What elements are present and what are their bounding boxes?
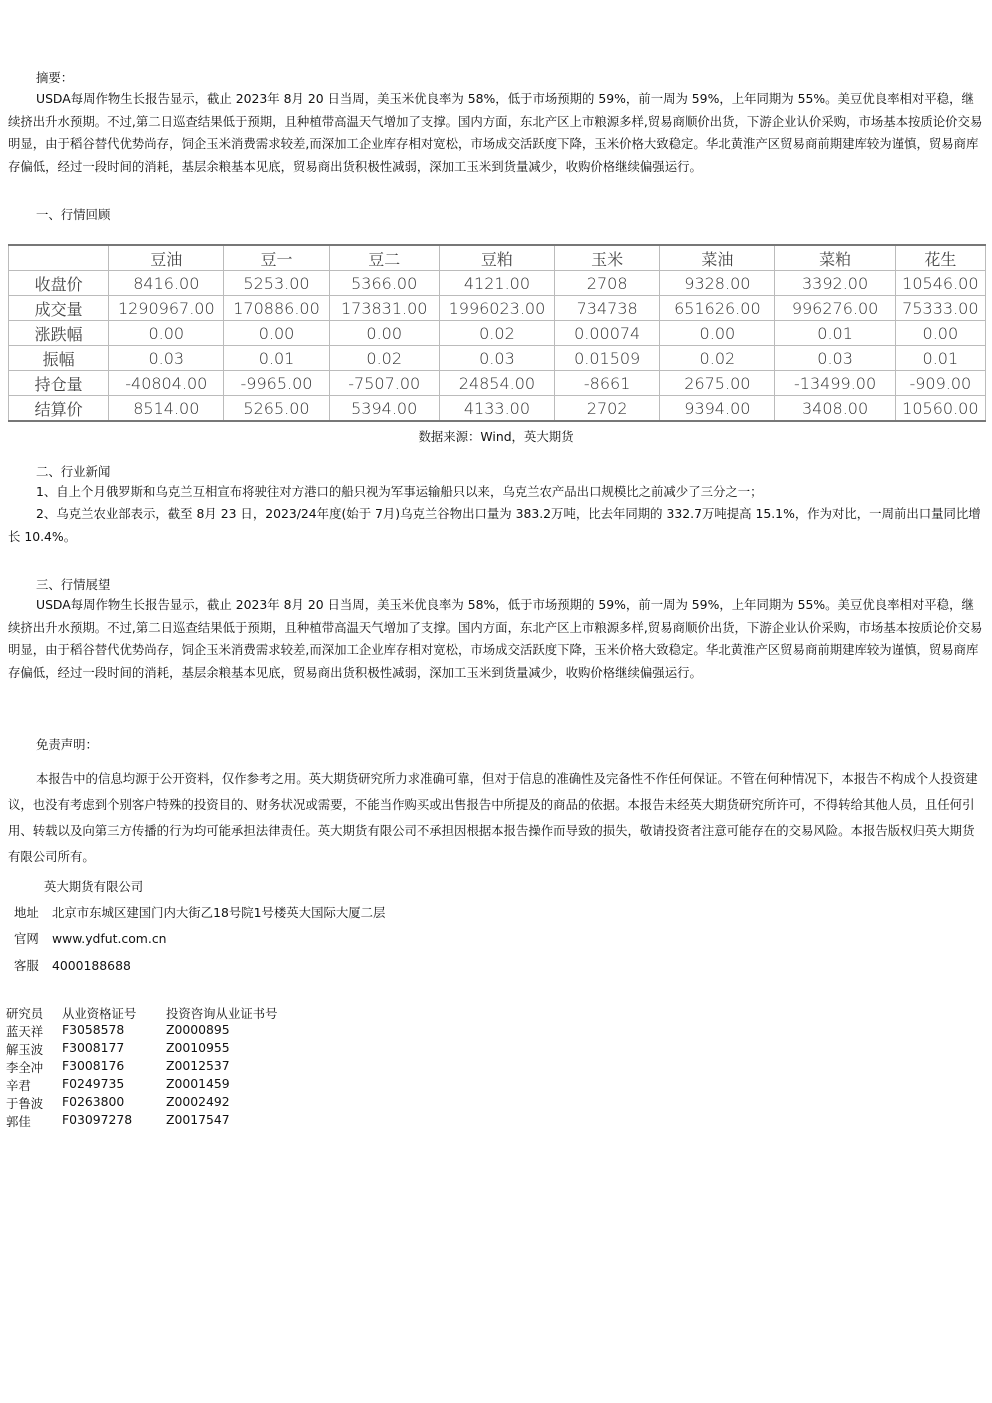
table-column-header: 豆粕 <box>439 245 554 271</box>
researcher-name: 李全冲 <box>6 1060 44 1075</box>
table-cell: 734738 <box>555 296 660 321</box>
table-cell: 0.00 <box>895 321 985 346</box>
table-column-header: 花生 <box>895 245 985 271</box>
table-row <box>9 321 986 346</box>
section-industry-news-heading: 二、行业新闻 <box>36 464 111 479</box>
table-cell: 0.02 <box>439 321 554 346</box>
table-cell: 5265.00 <box>224 396 329 422</box>
researcher-table <box>6 1004 278 1130</box>
table-cell: 0.01 <box>895 346 985 371</box>
news-item: 2、乌克兰农业部表示，截至 8月 23 日，2023/24年度(始于 7月)乌克兰谷物出口量为 383.2万吨，比去年同期的 332.7万吨提高 15.1%，作为对比，一周前出口量同比增长 10.4%。 <box>8 506 981 544</box>
table-cell: -9965.00 <box>224 371 329 396</box>
consulting-certificate-number: Z0000895 <box>166 1022 230 1037</box>
table-cell: 2708 <box>555 271 660 296</box>
table-cell: 0.01 <box>224 346 329 371</box>
table-cell: 170886.00 <box>224 296 329 321</box>
table-cell: 0.00074 <box>555 321 660 346</box>
company-name: 英大期货有限公司 <box>44 879 144 894</box>
table-cell: -8661 <box>555 371 660 396</box>
staff-row <box>6 1076 278 1094</box>
consulting-certificate-number: Z0002492 <box>166 1094 230 1109</box>
website-line <box>14 929 166 947</box>
researcher-name: 辛君 <box>6 1078 31 1093</box>
table-cell: 0.01509 <box>555 346 660 371</box>
summary-paragraph: USDA每周作物生长报告显示，截止 2023年 8月 20 日当周，美玉米优良率为 58%，低于市场预期的 59%，前一周为 59%，上年同期为 55%。美豆优良率相对平稳，继续挤出升水预期。不过,第二日巡查结果低于预期，且种植带高温天气增加了支撑。国内方面，东北产区上市粮源多样,贸易商顺价出货，下游企业认价采购，市场基本按质论价交易明显，由于稻谷替代优势尚存，饲企玉米消费需求较差,而深加工企业库存相对宽松，市场成交活跃度下降，玉米价格大致稳定。华北黄淮产区贸易商前期建库较为谨慎，贸易商库存偏低，经过一段时间的消耗，基层余粮基本见底，贸易商出货积极性减弱，深加工玉米到货量减少，收购价格继续偏强运行。 <box>8 91 983 174</box>
qualification-number: F0263800 <box>62 1094 125 1109</box>
table-cell: 0.03 <box>109 346 224 371</box>
data-source-caption: 数据来源：Wind，英大期货 <box>418 429 574 444</box>
table-cell: 0.00 <box>660 321 775 346</box>
news-item: 1、自上个月俄罗斯和乌克兰互相宣布将驶往对方港口的船只视为军事运输船只以来，乌克兰农产品出口规模比之前减少了三分之一； <box>36 484 763 499</box>
table-cell: 4133.00 <box>439 396 554 422</box>
outlook-paragraph: USDA每周作物生长报告显示，截止 2023年 8月 20 日当周，美玉米优良率为 58%，低于市场预期的 59%，前一周为 59%，上年同期为 55%。美豆优良率相对平稳，继续挤出升水预期。不过,第二日巡查结果低于预期，且种植带高温天气增加了支撑。国内方面，东北产区上市粮源多样,贸易商顺价出货，下游企业认价采购，市场基本按质论价交易明显，由于稻谷替代优势尚存，饲企玉米消费需求较差,而深加工企业库存相对宽松，市场成交活跃度下降，玉米价格大致稳定。华北黄淮产区贸易商前期建库较为谨慎，贸易商库存偏低，经过一段时间的消耗，基层余粮基本见底，贸易商出货积极性减弱，深加工玉米到货量减少，收购价格继续偏强运行。 <box>8 597 983 680</box>
table-cell: 2675.00 <box>660 371 775 396</box>
staff-row <box>6 1112 278 1130</box>
service-line <box>14 956 131 974</box>
table-cell: 0.00 <box>109 321 224 346</box>
table-cell: 3392.00 <box>775 271 895 296</box>
table-cell: 1290967.00 <box>109 296 224 321</box>
table-cell: 173831.00 <box>329 296 439 321</box>
table-row <box>9 396 986 422</box>
table-cell: 8514.00 <box>109 396 224 422</box>
table-column-header: 玉米 <box>555 245 660 271</box>
table-cell: 75333.00 <box>895 296 985 321</box>
address-label: 地址 <box>14 905 39 920</box>
table-header-row <box>9 245 986 271</box>
table-row-label: 成交量 <box>9 296 109 321</box>
qualification-number: F3058578 <box>62 1022 125 1037</box>
table-row <box>9 271 986 296</box>
table-cell: 10560.00 <box>895 396 985 422</box>
market-data-table-container <box>8 244 986 422</box>
table-cell: 9328.00 <box>660 271 775 296</box>
table-row-label: 结算价 <box>9 396 109 422</box>
table-cell: 3408.00 <box>775 396 895 422</box>
table-row-label: 持仓量 <box>9 371 109 396</box>
table-cell: -7507.00 <box>329 371 439 396</box>
address-value: 北京市东城区建国门内大街乙18号院1号楼英大国际大厦二层 <box>52 905 386 920</box>
table-row <box>9 371 986 396</box>
table-column-header: 豆一 <box>224 245 329 271</box>
staff-header-row <box>6 1004 278 1022</box>
table-cell: 0.03 <box>439 346 554 371</box>
staff-column-header: 投资咨询从业证书号 <box>166 1006 278 1021</box>
table-cell: -909.00 <box>895 371 985 396</box>
table-row-label: 涨跌幅 <box>9 321 109 346</box>
table-row-label: 振幅 <box>9 346 109 371</box>
staff-row <box>6 1094 278 1112</box>
address-line <box>14 903 385 921</box>
researcher-name: 郭佳 <box>6 1114 31 1129</box>
table-cell: 24854.00 <box>439 371 554 396</box>
researcher-name: 蓝天祥 <box>6 1024 44 1039</box>
table-cell: -40804.00 <box>109 371 224 396</box>
summary-label: 摘要： <box>36 70 74 85</box>
table-cell: 651626.00 <box>660 296 775 321</box>
table-cell: 0.01 <box>775 321 895 346</box>
disclaimer-heading: 免责声明： <box>36 737 98 752</box>
website-label: 官网 <box>14 931 39 946</box>
table-cell: 0.03 <box>775 346 895 371</box>
table-cell: 1996023.00 <box>439 296 554 321</box>
disclaimer-paragraph: 本报告中的信息均源于公开资料，仅作参考之用。英大期货研究所力求准确可靠，但对于信息的准确性及完备性不作任何保证。不管在何种情况下，本报告不构成个人投资建议，也没有考虑到个别客户特殊的投资目的、财务状况或需要，不能当作购买或出售报告中所提及的商品的依据。本报告未经英大期货研究所许可，不得转给其他人员，且任何引用、转载以及向第三方传播的行为均可能承担法律责任。英大期货有限公司不承担因根据本报告操作而导致的损失，敬请投资者注意可能存在的交易风险。本报告版权归英大期货有限公司所有。 <box>8 771 978 864</box>
staff-row <box>6 1022 278 1040</box>
qualification-number: F3008177 <box>62 1040 125 1055</box>
table-column-header: 菜粕 <box>775 245 895 271</box>
table-cell: 5253.00 <box>224 271 329 296</box>
table-cell: 9394.00 <box>660 396 775 422</box>
consulting-certificate-number: Z0012537 <box>166 1058 230 1073</box>
table-cell: 8416.00 <box>109 271 224 296</box>
qualification-number: F3008176 <box>62 1058 125 1073</box>
table-cell: 10546.00 <box>895 271 985 296</box>
table-column-header: 菜油 <box>660 245 775 271</box>
service-label: 客服 <box>14 958 39 973</box>
qualification-number: F0249735 <box>62 1076 125 1091</box>
researcher-name: 于鲁波 <box>6 1096 44 1111</box>
consulting-certificate-number: Z0001459 <box>166 1076 230 1091</box>
staff-row <box>6 1040 278 1058</box>
table-cell: 0.00 <box>329 321 439 346</box>
table-column-header: 豆二 <box>329 245 439 271</box>
table-cell: 5394.00 <box>329 396 439 422</box>
staff-column-header: 从业资格证号 <box>62 1006 137 1021</box>
table-row <box>9 346 986 371</box>
section-market-review-heading: 一、行情回顾 <box>36 207 111 222</box>
consulting-certificate-number: Z0010955 <box>166 1040 230 1055</box>
table-cell: 5366.00 <box>329 271 439 296</box>
table-cell: -13499.00 <box>775 371 895 396</box>
table-cell: 0.02 <box>660 346 775 371</box>
staff-row <box>6 1058 278 1076</box>
researcher-name: 解玉波 <box>6 1042 44 1057</box>
staff-column-header: 研究员 <box>6 1006 44 1021</box>
table-cell: 2702 <box>555 396 660 422</box>
table-cell: 0.02 <box>329 346 439 371</box>
market-data-table <box>8 244 986 422</box>
service-phone: 4000188688 <box>52 958 131 973</box>
table-cell: 0.00 <box>224 321 329 346</box>
table-column-header: 豆油 <box>109 245 224 271</box>
section-outlook-heading: 三、行情展望 <box>36 577 111 592</box>
consulting-certificate-number: Z0017547 <box>166 1112 230 1127</box>
qualification-number: F03097278 <box>62 1112 133 1127</box>
table-row-label: 收盘价 <box>9 271 109 296</box>
table-cell: 4121.00 <box>439 271 554 296</box>
table-cell: 996276.00 <box>775 296 895 321</box>
table-corner-cell <box>9 245 109 271</box>
table-row <box>9 296 986 321</box>
website-link[interactable]: www.ydfut.com.cn <box>52 931 167 946</box>
